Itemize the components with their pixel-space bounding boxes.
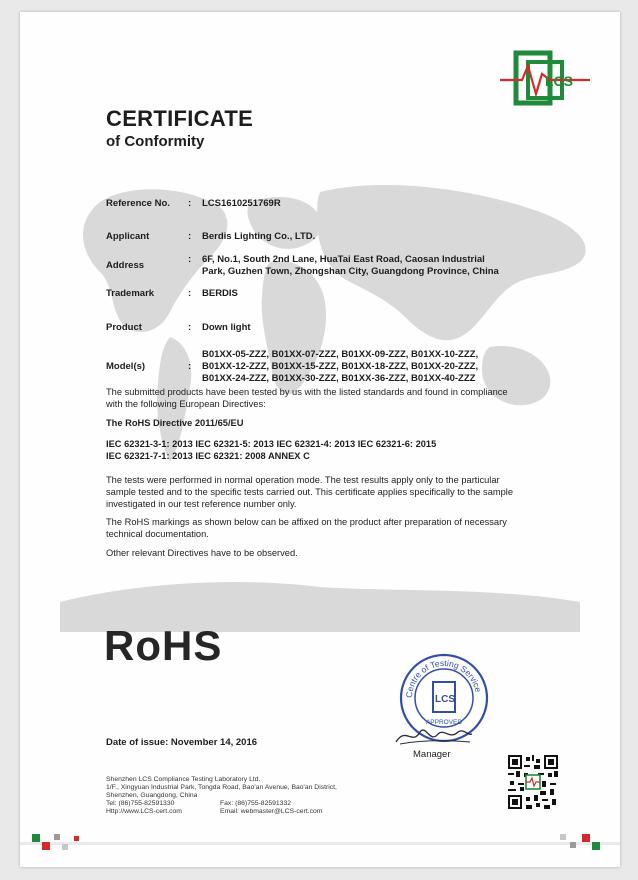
applicant-value: Berdis Lighting Co., LTD. [202, 231, 316, 242]
applicant-colon: : [188, 231, 192, 242]
trademark-colon: : [188, 288, 192, 299]
lcs-logo [498, 48, 590, 108]
trademark-value: BERDIS [202, 288, 238, 299]
address-label: Address [106, 260, 145, 271]
address-value-line-1: 6F, No.1, South 2nd Lane, HuaTai East Road, Caosan Industrial [202, 254, 485, 265]
models-colon: : [188, 361, 192, 372]
seal-ring-text: Centre of Testing Service [403, 657, 484, 699]
models-value-line-1: B01XX-05-ZZZ, B01XX-07-ZZZ, B01XX-09-ZZZ, B01XX-10-ZZZ, [202, 349, 479, 360]
trademark-label: Trademark [106, 288, 155, 299]
marking-note: The RoHS markings as shown below can be affixed on the product after preparation of necessary technical documentation. [106, 517, 507, 539]
directive-heading: The RoHS Directive 2011/65/EU [106, 418, 244, 428]
address-colon: : [188, 254, 192, 265]
reference-colon: : [188, 198, 192, 209]
seal-center-text: LCS [435, 694, 455, 705]
footer-address-line-1: 1/F., Xingyuan Industrial Park, Tongda Road, Bao'an Avenue, Bao'an District, [106, 784, 337, 791]
reference-value: LCS1610251769R [202, 198, 281, 209]
intro-paragraph: The submitted products have been tested by us with the listed standards and found in compliance with the following European Directives: [106, 387, 508, 409]
logo-letters: LCS [545, 73, 573, 89]
address-value-line-2: Park, Guzhen Town, Zhongshan City, Guangdong Province, China [202, 266, 499, 277]
footer-company: Shenzhen LCS Compliance Testing Laboratory Ltd. [106, 776, 261, 783]
qr-code [508, 755, 558, 809]
footer-address-line-2: Shenzhen, Guangdong, China [106, 792, 198, 799]
certificate-subtitle: of Conformity [106, 133, 205, 150]
models-value-line-3: B01XX-24-ZZZ, B01XX-30-ZZZ, B01XX-36-ZZZ, B01XX-40-ZZZ [202, 373, 476, 384]
issue-date: Date of issue: November 14, 2016 [106, 737, 258, 748]
manager-label: Manager [413, 749, 451, 760]
footer-email[interactable]: Email: webmaster@LCS-cert.com [220, 808, 323, 815]
manager-signature [392, 722, 474, 748]
rohs-mark: RoHS [104, 622, 223, 669]
footer-web[interactable]: Http://www.LCS-cert.com [106, 808, 182, 815]
standards-line-2: IEC 62321-7-1: 2013 IEC 62321: 2008 ANNEX C [106, 451, 310, 461]
seal-bottom-text: APPROVED [425, 719, 463, 726]
footer-fax: Fax: (86)755-82591332 [220, 800, 292, 807]
models-value-line-2: B01XX-12-ZZZ, B01XX-15-ZZZ, B01XX-18-ZZZ, B01XX-20-ZZZ, [202, 361, 479, 372]
models-label: Model(s) [106, 361, 146, 372]
footer-decoration [20, 820, 620, 867]
other-directives-note: Other relevant Directives have to be observed. [106, 548, 298, 558]
reference-label: Reference No. [106, 198, 170, 209]
tests-note: The tests were performed in normal operation mode. The test results apply only to the particular sample tested and to the specific tests carried out. This certificate applies specifically to the sample investigated in our test reference number only. [106, 475, 514, 509]
footer-tel: Tel: (86)755-82591330 [106, 800, 175, 807]
applicant-label: Applicant [106, 231, 150, 242]
certificate-page [20, 12, 620, 867]
product-colon: : [188, 322, 192, 333]
product-label: Product [106, 322, 142, 333]
product-value: Down light [202, 322, 251, 333]
standards-line-1: IEC 62321-3-1: 2013 IEC 62321-5: 2013 IEC 62321-4: 2013 IEC 62321-6: 2015 [106, 439, 437, 449]
certificate-title: CERTIFICATE [106, 106, 254, 131]
